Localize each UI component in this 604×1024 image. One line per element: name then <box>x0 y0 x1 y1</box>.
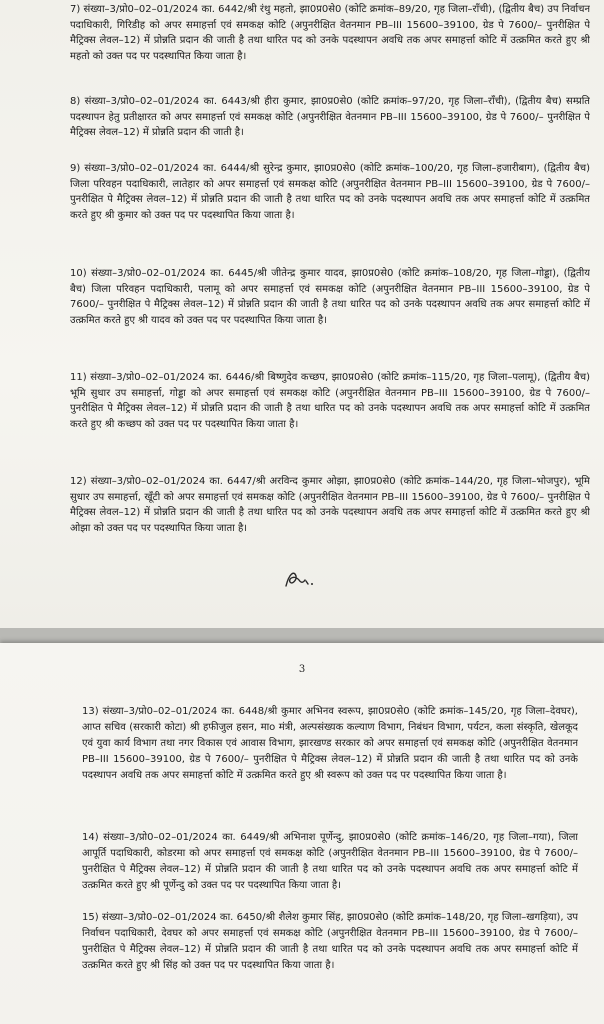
order-paragraph-12: 12) संख्या–3/प्रो0–02–01/2024 का. 6447/श्री अरविन्द कुमार ओझा, झा0प्र0से0 (कोटि क्रमांक–144/20, गृह जिला–भोजपुर), भूमि सुधार उप समाहर्त्ता, खूँटी को अपर समाहर्त्ता एवं समकक्ष कोटि (अपुनरीक्षित वेतनमान PB–III 15600–39100, ग्रेड पे 7600/– पुनरीक्षित पे मैट्रिक्स लेवल–12) में प्रोन्नति प्रदान की जाती है तथा धारित पद को उनके पदस्थापन अवधि तक अपर समाहर्त्ता कोटि में उत्क्रमित करते हुए श्री ओझा को उक्त पद पर पदस्थापित किया जाता है। <box>70 476 590 535</box>
bottom-document-page <box>0 643 604 1024</box>
order-paragraph-8: 8) संख्या–3/प्रो0–02–01/2024 का. 6443/श्री हीरा कुमार, झा0प्र0से0 (कोटि क्रमांक–97/20, गृह जिला–राँची), (द्वितीय बैच) सम्प्रति पदस्थापन हेतु प्रतीक्षारत को अपर समाहर्त्ता एवं समकक्ष कोटि (अपुनरीक्षित वेतनमान PB–III 15600–39100, ग्रेड पे 7600/– पुनरीक्षित पे मैट्रिक्स लेवल–12) में प्रोन्नति प्रदान की जाती है। <box>70 96 590 139</box>
signature-mark <box>283 566 317 592</box>
handwritten-signature-icon <box>283 566 317 592</box>
order-paragraph-9: 9) संख्या–3/प्रो0–02–01/2024 का. 6444/श्री सुरेन्द्र कुमार, झा0प्र0से0 (कोटि क्रमांक–100/20, गृह जिला–हजारीबाग), (द्वितीय बैच) जिला परिवहन पदाधिकारी, लातेहार को अपर समाहर्त्ता एवं समकक्ष कोटि (अपुनरीक्षित वेतनमान PB–III 15600–39100, ग्रेड पे 7600/– पुनरीक्षित पे मैट्रिक्स लेवल–12) में प्रोन्नति प्रदान की जाती है तथा धारित पद को उनके पदस्थापन अवधि तक अपर समाहर्त्ता कोटि में उत्क्रमित करते हुए श्री कुमार को उक्त पद पर पदस्थापित किया जाता है। <box>70 163 590 222</box>
order-paragraph-13: 13) संख्या–3/प्रो0–02–01/2024 का. 6448/श्री कुमार अभिनव स्वरूप, झा0प्र0से0 (कोटि क्रमांक–145/20, गृह जिला–देवघर), आप्त सचिव (सरकारी कोटा) श्री हफीजुल हसन, माo मंत्री, अल्पसंख्यक कल्याण विभाग, निबंधन विभाग, पर्यटन, कला संस्कृति, खेलकूद एवं युवा कार्य विभाग तथा नगर विकास एवं आवास विभाग, झारखण्ड सरकार को अपर समाहर्त्ता एवं समकक्ष कोटि (अपुनरीक्षित वेतनमान PB–III 15600–39100, ग्रेड पे 7600/– पुनरीक्षित पे मैट्रिक्स लेवल–12) में प्रोन्नति प्रदान की जाती है तथा धारित पद को उनके पदस्थापन अवधि तक अपर समाहर्त्ता कोटि में उत्क्रमित करते हुए श्री स्वरूप को उक्त पद पर पदस्थापित किया जाता है। <box>82 706 578 781</box>
order-paragraph-11: 11) संख्या–3/प्रो0–02–01/2024 का. 6446/श्री बिष्णुदेव कच्छप, झा0प्र0से0 (कोटि क्रमांक–115/20, गृह जिला–पलामू), (द्वितीय बैच) भूमि सुधार उप समाहर्त्ता, गोड्डा को अपर समाहर्त्ता एवं समकक्ष कोटि (अपुनरीक्षित वेतनमान PB–III 15600–39100, ग्रेड पे 7600/– पुनरीक्षित पे मैट्रिक्स लेवल–12) में प्रोन्नति प्रदान की जाती है तथा धारित पद को उनके पदस्थापन अवधि तक अपर समाहर्त्ता कोटि में उत्क्रमित करते हुए श्री कच्छप को उक्त पद पर पदस्थापित किया जाता है। <box>70 372 590 431</box>
order-paragraph-14: 14) संख्या–3/प्रो0–02–01/2024 का. 6449/श्री अभिनाश पूर्णेन्दु, झा0प्र0से0 (कोटि क्रमांक–146/20, गृह जिला–गया), जिला आपूर्ति पदाधिकारी, कोडरमा को अपर समाहर्त्ता एवं समकक्ष कोटि (अपुनरीक्षित वेतनमान PB–III 15600–39100, ग्रेड पे 7600/– पुनरीक्षित पे मैट्रिक्स लेवल–12) में प्रोन्नति प्रदान की जाती है तथा धारित पद को उनके पदस्थापन अवधि तक अपर समाहर्त्ता कोटि में उत्क्रमित करते हुए श्री पूर्णेन्दु को उक्त पद पर पदस्थापित किया जाता है। <box>82 832 578 891</box>
order-paragraph-7: 7) संख्या–3/प्रो0–02–01/2024 का. 6442/श्री रंथु महतो, झा0प्र0से0 (कोटि क्रमांक–89/20, गृह जिला–राँची), (द्वितीय बैच) उप निर्वाचन पदाधिकारी, गिरिडीह को अपर समाहर्त्ता एवं समकक्ष कोटि (अपुनरीक्षित वेतनमान PB–III 15600–39100, ग्रेड पे 7600/– पुनरीक्षित पे मैट्रिक्स लेवल–12) में प्रोन्नति प्रदान की जाती है तथा धारित पद को उनके पदस्थापन अवधि तक अपर समाहर्त्ता कोटि में उत्क्रमित करते हुए श्री महतो को उक्त पद पर पदस्थापित किया जाता है। <box>70 4 590 63</box>
order-paragraph-15: 15) संख्या–3/प्रो0–02–01/2024 का. 6450/श्री शैलेश कुमार सिंह, झा0प्र0से0 (कोटि क्रमांक–148/20, गृह जिला–खगड़िया), उप निर्वाचन पदाधिकारी, देवघर को अपर समाहर्त्ता एवं समकक्ष कोटि (अपुनरीक्षित वेतनमान PB–III 15600–39100, ग्रेड पे 7600/– पुनरीक्षित पे मैट्रिक्स लेवल–12) में प्रोन्नति प्रदान की जाती है तथा धारित पद को उनके पदस्थापन अवधि तक अपर समाहर्त्ता कोटि में उत्क्रमित करते हुए श्री सिंह को उक्त पद पर पदस्थापित किया जाता है। <box>82 912 578 971</box>
page-separator <box>0 628 604 643</box>
page-number: 3 <box>298 664 306 675</box>
order-paragraph-10: 10) संख्या–3/प्रो0–02–01/2024 का. 6445/श्री जीतेन्द्र कुमार यादव, झा0प्र0से0 (कोटि क्रमांक–108/20, गृह जिला–गोड्डा), (द्वितीय बैच) जिला परिवहन पदाधिकारी, पलामू को अपर समाहर्त्ता एवं समकक्ष कोटि (अपुनरीक्षित वेतनमान PB–III 15600–39100, ग्रेड पे 7600/– पुनरीक्षित पे मैट्रिक्स लेवल–12) में प्रोन्नति प्रदान की जाती है तथा धारित पद को उनके पदस्थापन अवधि तक अपर समाहर्त्ता कोटि में उत्क्रमित करते हुए श्री यादव को उक्त पद पर पदस्थापित किया जाता है। <box>70 268 590 327</box>
